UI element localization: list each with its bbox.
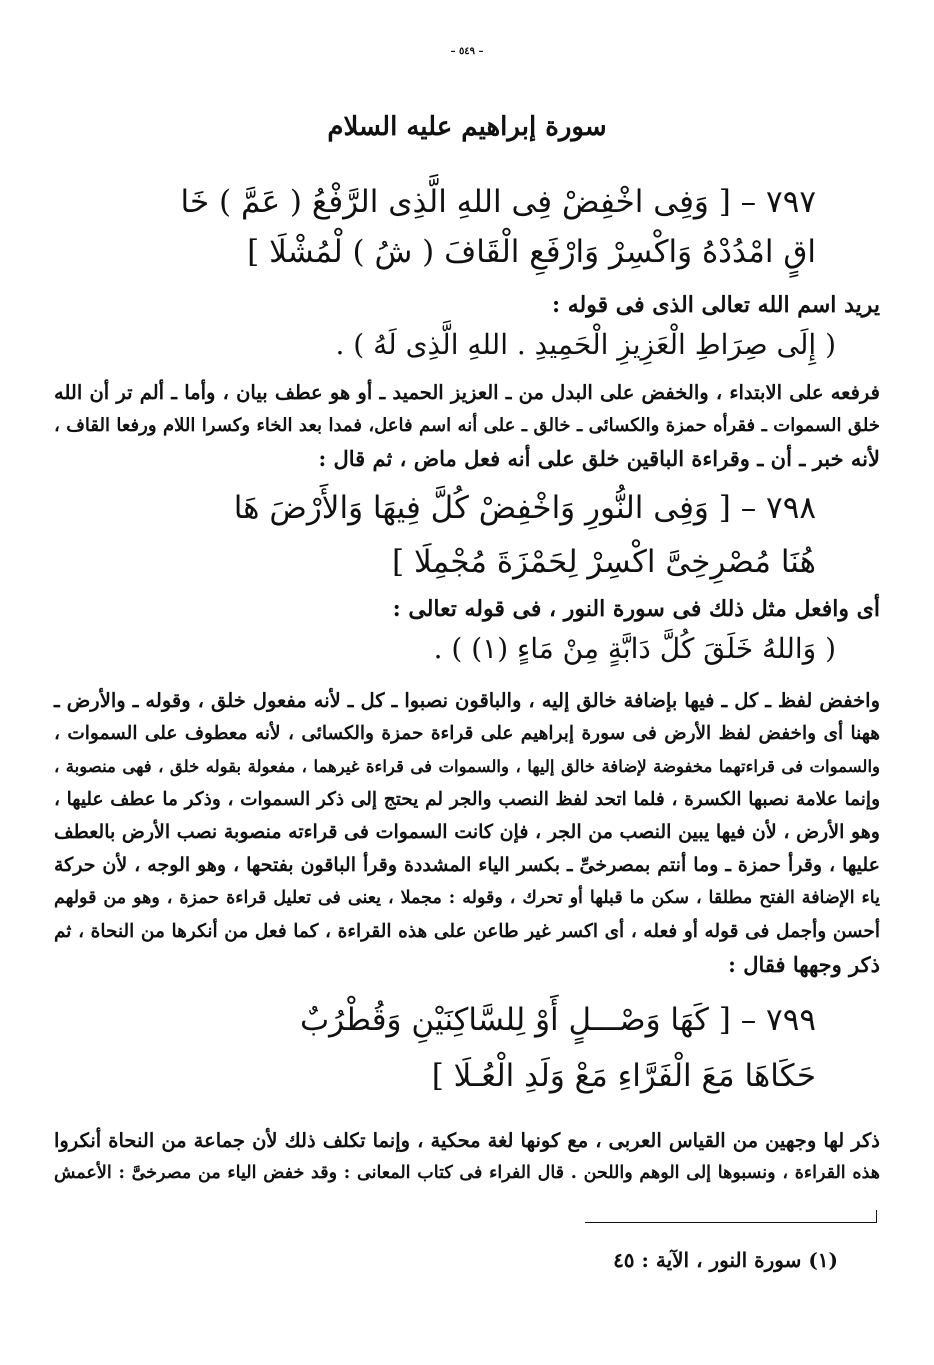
paragraph-line: لأنه خبر ـ أن ـ وقراءة الباقين خلق على أنه فعل ماض ، ثم قال : bbox=[318, 446, 880, 471]
quran-quote-14-1: ( إِلَى صِرَاطِ الْعَزِيزِ الْحَمِيدِ . اللهِ الَّذِى لَهُ ) . bbox=[335, 328, 836, 361]
commentary-798-intro: أى وافعل مثل ذلك فى سورة النور ، فى قوله تعالى : bbox=[392, 596, 880, 622]
paragraph-line: واخفض لفظ ـ كل ـ فيها بإضافة خالق إليه ، والباقون نصبوا ـ كل ـ لأنه مفعول خلق ، وقوله ـ والأرض ـ bbox=[54, 689, 880, 712]
paragraph-line: عليها ، وقرأ حمزة ـ وما أنتم بمصرخىِّ ـ بكسر الياء المشددة وقرأ الباقون بفتحها ، وهو الوجه ، لأن حركة bbox=[54, 854, 880, 876]
page-number: – ٥٤٩ – bbox=[450, 46, 484, 57]
paragraph-line: وإنما علامة نصبها الكسرة ، فلما اتحد لفظ النصب والجر لم يحتج إلى ذكر السموات ، وذكر ما عطف عليها ، bbox=[54, 789, 880, 810]
paragraph-line: فرفعه على الابتداء ، والخفض على البدل من ـ العزيز الحميد ـ أو هو عطف بيان ، وأما ـ ألم تر أن الله bbox=[54, 381, 880, 404]
footnote-separator-tick bbox=[876, 1210, 877, 1222]
commentary-797-intro: يريد اسم الله تعالى الذى فى قوله : bbox=[551, 292, 880, 318]
verse-799-line-2: حَكَاهَا مَعَ الْفَرَّاءِ مَعْ وَلَدِ الْعُـلَا ] bbox=[431, 1058, 816, 1094]
verse-797-line-1: ٧٩٧ – [ وَفِى اخْفِضْ فِى اللهِ الَّذِى الرَّفْعُ ( عَمَّ ) خَا bbox=[180, 184, 816, 220]
paragraph-line: خلق السموات ـ فقرأه حمزة والكسائى ـ خالق ـ على أنه اسم فاعل، فمدا بعد الخاء وكسرا اللام ورفعا القاف ، bbox=[54, 415, 880, 436]
verse-797-line-2: اقٍ امْدُدْهُ وَاكْسِرْ وَارْفَعِ الْقَافَ ( شُ ) لْمُشْلَا ] bbox=[247, 234, 816, 270]
paragraph-line: وهو الأرض ، لأن فيها يبين النصب من الجر ، فإن كانت السموات فى قراءته منصوبة نصب الأرض بالعطف bbox=[54, 821, 880, 843]
quran-quote-24-45: ( وَاللهُ خَلَقَ كُلَّ دَابَّةٍ مِنْ مَاءٍ (١) ) . bbox=[433, 632, 836, 665]
footnote: (١) سورة النور ، الآية : ٤٥ bbox=[613, 1248, 838, 1272]
verse-798-line-2: هُنَا مُصْرِخِىَّ اكْسِرْ لِحَمْزَةَ مُجْمِلَا ] bbox=[392, 544, 816, 580]
paragraph-line: والسموات فى قراءتهما مخفوضة لإضافة خالق إليها ، والسموات فى قراءة غيرهما ، مفعولة بقوله خلق ، فهى منصوبة ، bbox=[54, 757, 880, 776]
paragraph-line: أحسن وأجمل فى قوله أو فعله ، أى اكسر غير طاعن على هذه القراءة ، كما فعل من أنكرها من النحاة ، ثم bbox=[54, 921, 880, 942]
paragraph-line: هذه القراءة ، ونسبوها إلى الوهم واللحن . قال الفراء فى كتاب المعانى : وقد خفض الياء من مصرخىَّ : الأعمش bbox=[54, 1163, 880, 1183]
paragraph-line: ههنا أى واخفض لفظ الأرض فى سورة إبراهيم على قراءة حمزة والكسائى ، لأنه معطوف على السموات ، bbox=[54, 723, 880, 744]
paragraph-line: ذكر وجهها فقال : bbox=[728, 952, 880, 977]
verse-798-line-1: ٧٩٨ – [ وَفِى النُّورِ وَاخْفِضْ كُلَّ فِيهَا وَالأَرْضَ هَا bbox=[233, 490, 816, 526]
footnote-separator bbox=[585, 1222, 877, 1223]
verse-799-line-1: ٧٩٩ – [ كَهَا وَصْـــلٍ أَوْ لِلسَّاكِنَيْنِ وَقُطْرُبٌ bbox=[300, 1002, 816, 1038]
paragraph-line: ياء الإضافة الفتح مطلقا ، سكن ما قبلها أو تحرك ، وقوله : مجملا ، يعنى فى تعليل قراءة حمزة ، وهو من قولهم bbox=[54, 888, 880, 908]
paragraph-line: ذكر لها وجهين من القياس العربى ، مع كونها لغة محكية ، وإنما تكلف ذلك لأن جماعة من النحاة أنكروا bbox=[54, 1129, 880, 1152]
surah-title: سورة إبراهيم عليه السلام bbox=[327, 112, 607, 142]
